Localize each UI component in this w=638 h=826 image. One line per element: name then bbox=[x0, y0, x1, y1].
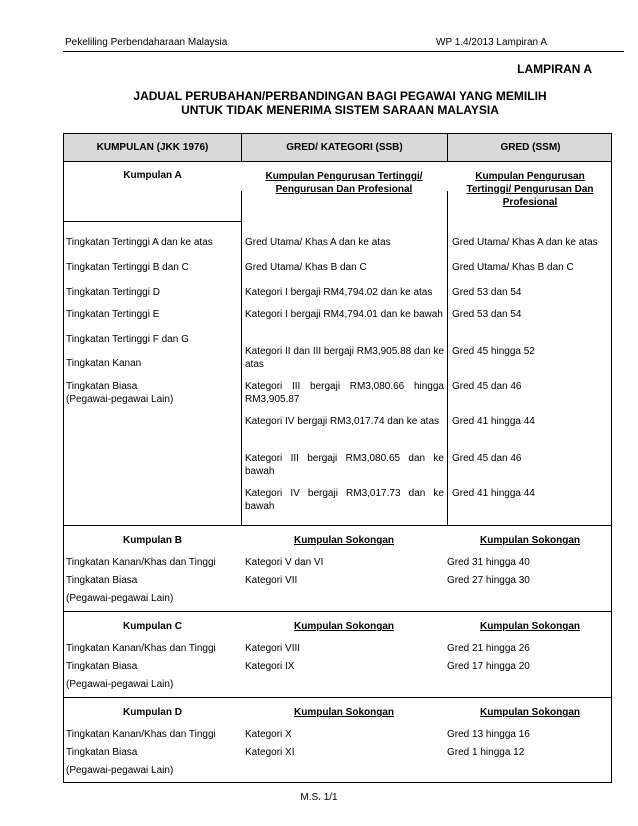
table-cell: Tingkatan Kanan/Khas dan Tinggi bbox=[66, 643, 216, 654]
table-cell: Gred 13 hingga 16 bbox=[447, 729, 530, 740]
table-cell: Gred 31 hingga 40 bbox=[447, 557, 530, 568]
list-item: Kategori IV bergaji RM3,017.74 dan ke atas bbox=[245, 416, 440, 427]
group-a-col3-head-line1: Kumpulan Pengurusan bbox=[475, 171, 585, 182]
list-item: Gred 53 dan 54 bbox=[452, 309, 522, 320]
group-d bbox=[64, 698, 611, 782]
list-item: Tingkatan Tertinggi A dan ke atas bbox=[66, 237, 213, 248]
group-a-col2-head-line2: Pengurusan Dan Profesional bbox=[275, 184, 413, 195]
page-number: M.S. 1/1 bbox=[300, 792, 338, 803]
table-cell: Gred 21 hingga 26 bbox=[447, 643, 530, 654]
table-header-row bbox=[64, 134, 611, 162]
table-cell: Gred 1 hingga 12 bbox=[447, 747, 525, 758]
table-cell: Tingkatan Biasa bbox=[66, 747, 138, 758]
list-item: Tingkatan Biasa bbox=[66, 381, 138, 392]
table-cell: Kategori X bbox=[245, 729, 292, 740]
group-c-col1-head: Kumpulan C bbox=[123, 621, 182, 632]
table-cell: (Pegawai-pegawai Lain) bbox=[66, 765, 174, 776]
table-cell: Kategori V dan VI bbox=[245, 557, 324, 568]
list-item: Kategori III bergaji RM3,080.66 hingga RM3,905.87 bbox=[245, 381, 444, 405]
group-b bbox=[64, 526, 611, 612]
lampiran-label: LAMPIRAN A bbox=[517, 62, 592, 76]
col-header-gred-ssb: GRED/ KATEGORI (SSB) bbox=[241, 134, 447, 161]
table-cell: Tingkatan Biasa bbox=[66, 661, 138, 672]
group-a-col3-head-line2: Tertinggi/ Pengurusan Dan bbox=[466, 184, 594, 195]
group-b-col1-head: Kumpulan B bbox=[123, 535, 182, 546]
list-item: Kategori I bergaji RM4,794.02 dan ke atas bbox=[245, 287, 433, 298]
list-item: Gred 41 hingga 44 bbox=[452, 488, 535, 499]
list-item: (Pegawai-pegawai Lain) bbox=[66, 394, 174, 405]
list-item: Kategori II dan III bergaji RM3,905.88 dan ke atas bbox=[245, 346, 445, 370]
table-cell: Gred 27 hingga 30 bbox=[447, 575, 530, 586]
group-a-col2-head-line1: Kumpulan Pengurusan Tertinggi/ bbox=[265, 171, 423, 182]
table-cell: (Pegawai-pegawai Lain) bbox=[66, 593, 174, 604]
running-header-right: WP 1.4/2013 Lampiran A bbox=[436, 37, 547, 48]
group-c-col2-head: Kumpulan Sokongan bbox=[294, 621, 394, 632]
group-a-col2-head bbox=[241, 170, 447, 196]
list-item: Kategori IV bergaji RM3,017.73 dan ke bawah bbox=[245, 488, 444, 512]
list-item: Gred Utama/ Khas B dan C bbox=[452, 262, 574, 273]
title-line-2: UNTUK TIDAK MENERIMA SISTEM SARAAN MALAYSIA bbox=[181, 103, 499, 117]
list-item: Tingkatan Tertinggi F dan G bbox=[66, 334, 189, 345]
list-item: Gred 45 dan 46 bbox=[452, 381, 522, 392]
list-item: Kategori I bergaji RM4,794.01 dan ke bawah bbox=[245, 309, 443, 320]
col-header-kumpulan: KUMPULAN (JKK 1976) bbox=[96, 142, 209, 153]
list-item: Gred 45 hingga 52 bbox=[452, 346, 535, 357]
table-cell: Gred 17 hingga 20 bbox=[447, 661, 530, 672]
table-cell: (Pegawai-pegawai Lain) bbox=[66, 679, 174, 690]
table-cell: Tingkatan Kanan/Khas dan Tinggi bbox=[66, 729, 216, 740]
column-divider bbox=[447, 191, 448, 525]
group-a-col3-head bbox=[447, 170, 613, 209]
list-item: Gred Utama/ Khas A dan ke atas bbox=[452, 237, 598, 248]
row-divider bbox=[64, 221, 241, 231]
table-cell: Kategori VII bbox=[245, 575, 298, 586]
table-cell: Kategori XI bbox=[245, 747, 295, 758]
list-item: Kategori III bergaji RM3,080.65 dan ke bawah bbox=[245, 453, 444, 477]
group-d-col1-head: Kumpulan D bbox=[123, 707, 182, 718]
group-a bbox=[64, 162, 611, 526]
group-d-col3-head: Kumpulan Sokongan bbox=[480, 707, 580, 718]
group-d-col2-head: Kumpulan Sokongan bbox=[294, 707, 394, 718]
list-item: Gred Utama/ Khas B dan C bbox=[245, 262, 367, 273]
comparison-table bbox=[63, 133, 612, 783]
table-cell: Tingkatan Kanan/Khas dan Tinggi bbox=[66, 557, 216, 568]
list-item: Gred 53 dan 54 bbox=[452, 287, 522, 298]
list-item: Tingkatan Tertinggi E bbox=[66, 309, 160, 320]
group-b-col3-head: Kumpulan Sokongan bbox=[480, 535, 580, 546]
list-item: Gred 45 dan 46 bbox=[452, 453, 522, 464]
running-header-left: Pekeliling Perbendaharaan Malaysia bbox=[65, 37, 228, 48]
list-item: Tingkatan Kanan bbox=[66, 358, 142, 369]
group-b-col2-head: Kumpulan Sokongan bbox=[294, 535, 394, 546]
header-divider bbox=[63, 51, 624, 52]
table-cell: Kategori IX bbox=[245, 661, 295, 672]
table-cell: Kategori VIII bbox=[245, 643, 301, 654]
group-c bbox=[64, 612, 611, 698]
group-a-col1-head: Kumpulan A bbox=[123, 170, 182, 181]
list-item: Gred 41 hingga 44 bbox=[452, 416, 535, 427]
table-cell: Tingkatan Biasa bbox=[66, 575, 138, 586]
list-item: Gred Utama/ Khas A dan ke atas bbox=[245, 237, 391, 248]
title-line-1: JADUAL PERUBAHAN/PERBANDINGAN BAGI PEGAWAI YANG MEMILIH bbox=[133, 89, 547, 103]
list-item: Tingkatan Tertinggi D bbox=[66, 287, 160, 298]
list-item: Tingkatan Tertinggi B dan C bbox=[66, 262, 189, 273]
group-a-col3-head-line3: Profesional bbox=[502, 197, 558, 208]
group-c-col3-head: Kumpulan Sokongan bbox=[480, 621, 580, 632]
col-header-gred-ssm: GRED (SSM) bbox=[447, 134, 613, 161]
document-title bbox=[60, 89, 620, 117]
